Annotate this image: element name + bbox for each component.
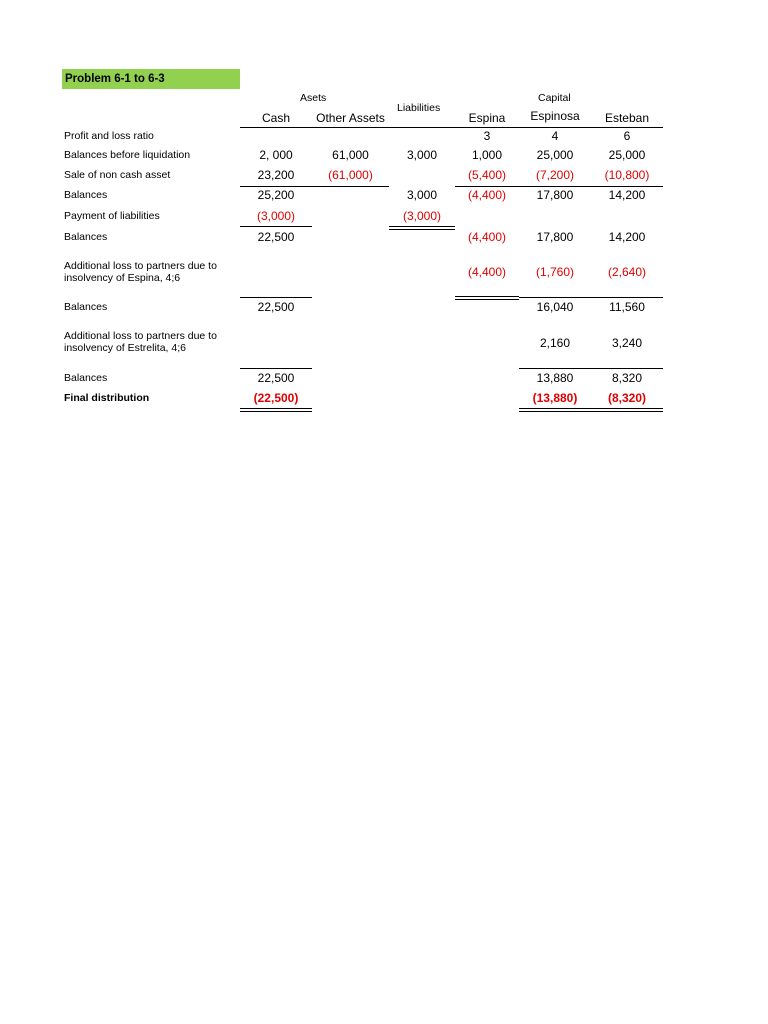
final-esteban: (8,320) [607, 391, 647, 405]
before-esteban: 25,000 [608, 148, 646, 162]
bal1-espinosa: 17,800 [536, 188, 574, 202]
bal1-liab: 3,000 [406, 188, 438, 202]
loss1-underline-capital [519, 297, 663, 298]
loss1-espinosa: (1,760) [535, 265, 575, 279]
header-other-assets: Other Assets [316, 111, 385, 125]
loss2-underline-capital [519, 368, 663, 369]
payment-cash: (3,000) [256, 209, 296, 223]
row-label-balances-1: Balances [64, 189, 108, 201]
bal1-cash: 25,200 [257, 188, 295, 202]
header-liabilities: Liabilities [397, 102, 441, 114]
row-label-ratio: Profit and loss ratio [64, 130, 154, 142]
sheet-title: Problem 6-1 to 6-3 [62, 69, 240, 89]
before-espinosa: 25,000 [536, 148, 574, 162]
bal2-esteban: 14,200 [608, 230, 646, 244]
sale-esteban: (10,800) [604, 168, 650, 182]
payment-underline-cash [240, 226, 312, 227]
payment-liab: (3,000) [402, 209, 442, 223]
row-label-sale: Sale of non cash asset [64, 169, 171, 181]
row-label-loss2-line1: Additional loss to partners due to [64, 330, 217, 342]
bal1-espina: (4,400) [467, 188, 507, 202]
before-espina: 1,000 [471, 148, 503, 162]
header-underline [240, 127, 663, 128]
header-assets-group: Asets [300, 92, 327, 104]
row-label-loss1-line1: Additional loss to partners due to [64, 260, 217, 272]
ratio-espinosa: 4 [551, 129, 559, 143]
bal2-espinosa: 17,800 [536, 230, 574, 244]
row-label-balances-2: Balances [64, 231, 108, 243]
before-liab: 3,000 [406, 148, 438, 162]
loss2-espinosa: 2,160 [539, 336, 571, 350]
bal3-esteban: 11,560 [609, 300, 645, 314]
row-label-balances-3: Balances [64, 301, 108, 313]
loss1-underline-cash [240, 297, 312, 298]
sale-underline [240, 186, 389, 187]
sale-underline-capital [455, 186, 663, 187]
sale-other: (61,000) [328, 168, 373, 182]
ratio-espina: 3 [483, 129, 491, 143]
sale-espina: (5,400) [467, 168, 507, 182]
ratio-esteban: 6 [623, 129, 631, 143]
bal4-espinosa: 13,880 [536, 371, 574, 385]
before-cash: 2, 000 [259, 148, 293, 162]
bal1-esteban: 14,200 [608, 188, 646, 202]
header-esteban: Esteban [604, 111, 650, 125]
sale-cash: 23,200 [257, 168, 295, 182]
loss2-esteban: 3,240 [611, 336, 643, 350]
bal2-espina: (4,400) [467, 230, 507, 244]
bal4-esteban: 8,320 [611, 371, 643, 385]
final-double-underline-cash [240, 408, 312, 412]
bal4-cash: 22,500 [257, 371, 295, 385]
header-espinosa: Espinosa [530, 109, 580, 123]
bal2-cash: 22,500 [257, 230, 295, 244]
header-capital-group: Capital [538, 92, 571, 104]
loss1-espina: (4,400) [467, 265, 507, 279]
row-label-loss1-line2: insolvency of Espina, 4;6 [64, 272, 181, 284]
header-cash: Cash [261, 111, 290, 125]
bal3-cash: 22,500 [257, 300, 295, 314]
payment-double-underline-liab [389, 226, 455, 230]
final-double-underline-capital [519, 408, 663, 412]
row-label-before: Balances before liquidation [64, 149, 191, 161]
loss1-double-underline-espina [455, 296, 519, 300]
loss2-underline-cash [240, 368, 312, 369]
row-label-payment: Payment of liabilities [64, 210, 160, 222]
before-other: 61,000 [332, 148, 369, 162]
sale-espinosa: (7,200) [535, 168, 575, 182]
loss1-esteban: (2,640) [607, 265, 647, 279]
final-espinosa: (13,880) [532, 391, 578, 405]
header-espina: Espina [468, 111, 506, 125]
final-cash: (22,500) [253, 391, 299, 405]
row-label-balances-4: Balances [64, 372, 108, 384]
row-label-final: Final distribution [64, 392, 150, 404]
bal3-espinosa: 16,040 [536, 300, 574, 314]
row-label-loss2-line2: insolvency of Estrelita, 4;6 [64, 342, 186, 354]
